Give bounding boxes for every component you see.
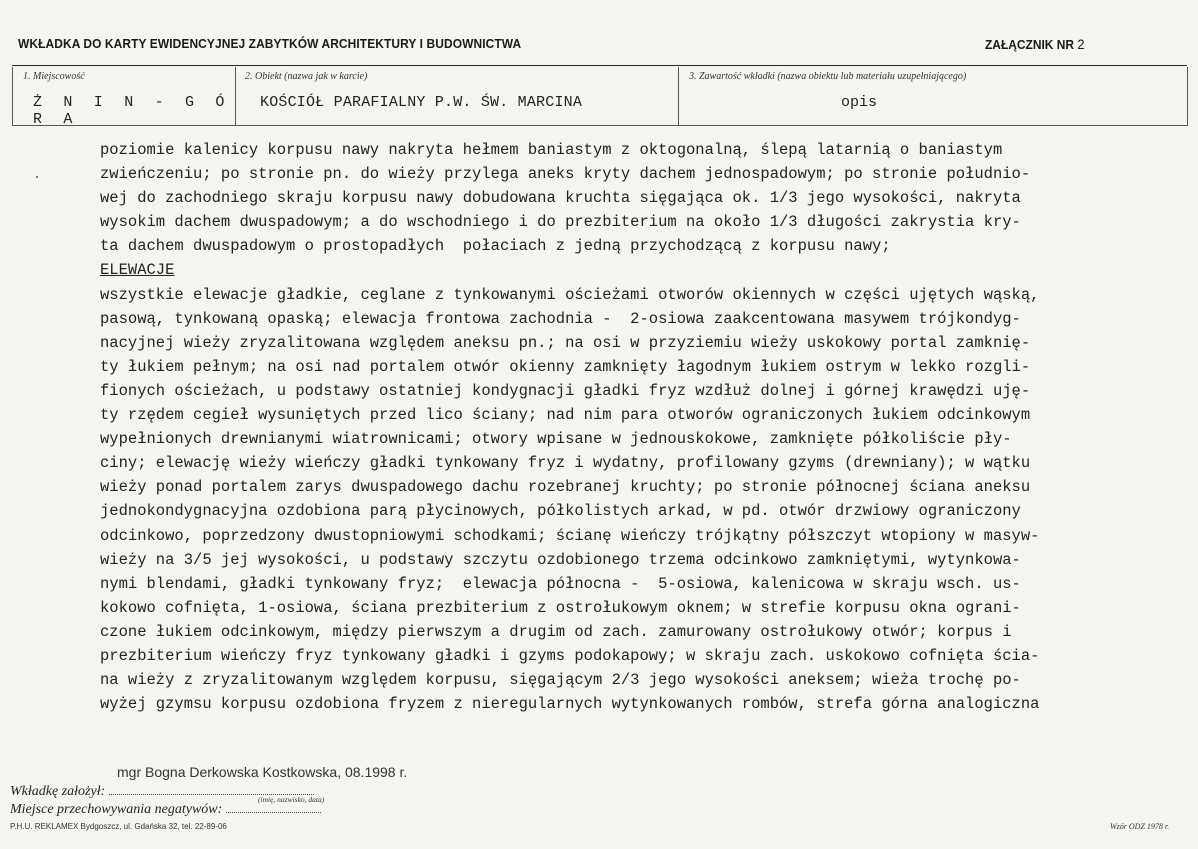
text-line: czone łukiem odcinkowym, między pierwszym a drugim od zach. zamurowany ostrołukowy otwór; korpus i <box>100 622 1012 641</box>
field-object <box>235 67 679 126</box>
paper-speck <box>36 176 38 178</box>
text-line: wszystkie elewacje gładkie, ceglane z tynkowanymi ościeżami otworów okiennych w części ujętych wąską, <box>100 285 1040 304</box>
text-line: ty łukiem pełnym; na osi nad portalem otwór okienny zamknięty łagodnym łukiem ostrym w lekko rozgli- <box>100 357 1031 376</box>
text-line: wysokim dachem dwuspadowym; a do wschodniego i do prezbiterium na około 1/3 długości zakrystia kry- <box>100 213 1021 232</box>
printer-imprint: P.H.U. REKLAMEX Bydgoszcz, ul. Gdańska 32, tel. 22-89-06 <box>10 822 227 831</box>
text-line: prezbiterium wieńczy fryz tynkowany gładki i gzyms podokapowy; w skraju zach. uskokowo cofnięta ścia- <box>100 646 1040 665</box>
field-locality-label: 1. Miejscowość <box>23 71 85 82</box>
text-line: wieży ponad portalem zarys dwuspadowego dachu rozebranej kruchty; po stronie północnej ściana aneksu <box>100 478 1031 497</box>
insert-made-by-line <box>109 782 314 795</box>
text-line: wej do zachodniego skraju korpusu nawy dobudowana kruchta sięgająca ok. 1/3 jego wysokości, nakryta <box>100 189 1021 208</box>
text-line: wieży na 3/5 jej wysokości, u podstawy szczytu ozdobionego trzema odcinkowo zamkniętymi, wytynkowa- <box>100 550 1021 569</box>
text-line: zwieńczeniu; po stronie pn. do wieży przylega aneks kryty dachem jednospadowym; po stronie południo- <box>100 165 1031 184</box>
negatives-label: Miejsce przechowywania negatywów: <box>10 802 223 817</box>
text-line: ta dachem dwuspadowym o prostopadłych połaciach z jedną przychodzącą z korpusu nawy; <box>100 237 891 256</box>
field-object-value: KOŚCIÓŁ PARAFIALNY P.W. ŚW. MARCINA <box>260 94 583 111</box>
annex-number: 2 <box>1077 36 1085 52</box>
annex-label-text: ZAŁĄCZNIK NR <box>985 37 1075 52</box>
field-contents-value: opis <box>841 94 878 111</box>
text-line: wypełnionych drewnianymi wiatrownicami; otwory wpisane w jednouskokowe, zamknięte półkoliście pły- <box>100 430 1012 449</box>
field-contents-label: 3. Zawartość wkładki (nazwa obiektu lub materiału uzupełniającego) <box>689 71 967 82</box>
text-line: fionych ościeżach, u podstawy ostatniej kondygnacji gładki fryz wzdłuż dolnej i górnej krawędzi uję- <box>100 381 1031 400</box>
text-line: pasową, tynkowaną opaską; elewacja frontowa zachodnia - 2-osiowa zaakcentowana masywem trójkondyg- <box>100 309 1021 328</box>
insert-made-by-hint: (imię, nazwisko, data) <box>258 795 325 804</box>
annex-label <box>985 36 1085 52</box>
section-heading: ELEWACJE <box>100 261 175 280</box>
text-line: ty rzędem cegieł wysuniętych przed lico ściany; nad nim para otworów ograniczonych łukiem odcinkowym <box>100 406 1031 425</box>
text-line: wyżej gzymsu korpusu ozdobiona fryzem z nieregularnych wytynkowanych rombów, strefa górna analogiczna <box>100 695 1040 714</box>
text-line: poziomie kalenicy korpusu nawy nakryta hełmem baniastym z oktogonalną, ślepą latarnią o baniastym <box>100 141 1003 159</box>
author-signature: mgr Bogna Derkowska Kostkowska, 08.1998 r. <box>117 764 408 780</box>
text-line: ciny; elewację wieży wieńczy gładki tynkowany fryz i wydatny, profilowany gzyms (drewniany); w wątku <box>100 454 1031 473</box>
field-contents <box>679 67 1188 126</box>
field-locality-value: Ż N I N - G Ó R A <box>33 94 231 128</box>
text-line: kokowo cofnięta, 1-osiowa, ściana prezbiterium z ostrołukowym oknem; w strefie korpusu okna ograni- <box>100 598 1021 617</box>
text-line: nacyjnej wieży zryzalitowana względem aneksu pn.; na osi w przyziemiu wieży uskokowy portal zamknię- <box>100 333 1031 352</box>
field-object-label: 2. Obiekt (nazwa jak w karcie) <box>245 71 368 82</box>
pattern-mark: Wzór ODZ 1978 r. <box>1110 822 1170 831</box>
text-line: na wieży z zryzalitowanym względem korpusu, sięgającym 2/3 jego wysokości aneksem; wieża trochę po- <box>100 671 1021 690</box>
insert-made-by-label: Wkładkę założył: <box>10 784 106 799</box>
description-text <box>100 138 1180 716</box>
field-locality <box>12 67 236 126</box>
text-line: nymi blendami, gładki tynkowany fryz; elewacja północna - 5-osiowa, kalenicowa w skraju wsch. us- <box>100 574 1021 593</box>
negatives-location <box>10 800 321 818</box>
text-line: odcinkowo, poprzedzony dwustopniowymi schodkami; ścianę wieńczy trójkątny półszczyt wtopiony w masyw- <box>100 526 1040 545</box>
negatives-line <box>226 800 321 813</box>
text-line: jednokondygnacyjna ozdobiona parą płycinowych, półkolistych arkad, w pd. otwór drzwiowy ograniczony <box>100 502 1021 521</box>
form-title: WKŁADKA DO KARTY EWIDENCYJNEJ ZABYTKÓW ARCHITEKTURY I BUDOWNICTWA <box>18 36 522 51</box>
header-rule <box>12 65 1187 66</box>
